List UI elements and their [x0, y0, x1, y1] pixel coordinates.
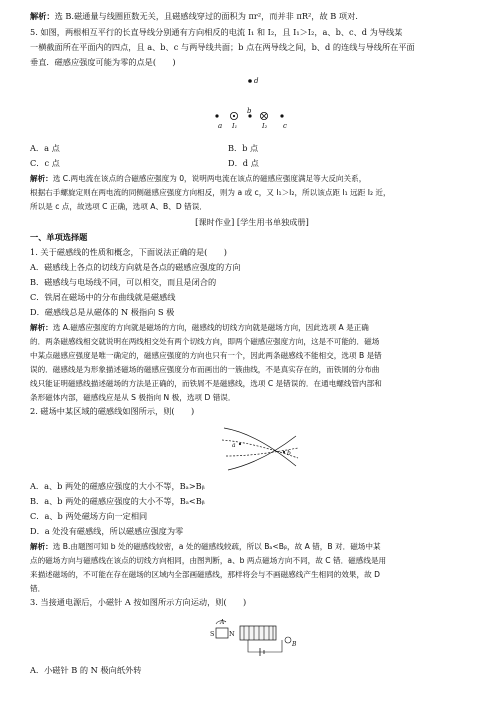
analysis-paragraph-4-line-3: 来描述磁场的，不可能在存在磁场的区域内全部画磁感线，那样将会与不画磁感线产生相同的效果，故 D — [30, 570, 380, 579]
analysis-paragraph-4-line-2: 点的磁场方向与磁感线在该点的切线方向相同，由图判断，a、b 两点磁场方向不同，故 C 错．磁感线是用 — [30, 556, 387, 565]
solenoid — [240, 626, 276, 640]
q5-option-d: D．d 点 — [228, 158, 259, 168]
circuit-wire — [248, 640, 282, 652]
q5-line-2: 一横截面所在平面内的四点，且 a、b、c 与两导线共面；b 点在两导线之间，b、d 的连线与导线所在平面 — [30, 42, 415, 52]
analysis-paragraph-3-line-5: 线只能证明磁感线描述磁场的方法是正确的，而铁屑不是磁感线，选项 C 是错误的．在通电螺线管内部和 — [30, 379, 382, 388]
analysis-paragraph-3-line-2: 的．两条磁感线相交就说明在两线相交处有两个切线方向，即两个磁感应强度方向，这是不可能的．磁场 — [30, 337, 380, 346]
analysis-label: 解析： — [30, 542, 53, 551]
point-c — [280, 114, 283, 117]
label-i1: I₁ — [232, 122, 238, 130]
q5-option-b: B．b 点 — [228, 143, 259, 153]
analysis-paragraph-2-line-2: 根据右手螺旋定则在两电流的同侧磁感应强度方向相反，则为 a 或 c，又 I₁＞I₂，所以该点距 I₁ 远距 I₂ 近， — [30, 188, 391, 197]
label-c: c — [283, 122, 287, 130]
section-heading: 一、单项选择题 — [30, 232, 88, 242]
label-i2: I₂ — [262, 122, 268, 130]
analysis-text: 选 B.磁通量与线圈匝数无关，且磁感线穿过的面积为 πr²，而并非 πR²，故 B 项对. — [54, 11, 358, 21]
analysis-text: 选 A.磁感应强度的方向就是磁场的方向，磁感线的切线方向就是磁场方向，因此选项 A 是正确 — [52, 323, 369, 332]
analysis-paragraph-4-line-4: 错． — [30, 584, 46, 593]
wire-i2-cross — [262, 114, 267, 119]
q3-stem: 3. 当接通电源后，小磁针 A 按如图所示方向运动，则( ) — [30, 597, 247, 607]
q2-option-b: B．a、b 两处的磁感应强度的大小不等，Bₐ<Bᵦ — [30, 496, 205, 506]
q1-option-b: B．磁感线与电场线不同，可以相交，而且是闭合的 — [30, 277, 217, 287]
q2-option-a: A．a、b 两处的磁感应强度的大小不等，Bₐ>Bᵦ — [30, 481, 205, 491]
point-b — [283, 451, 285, 453]
analysis-paragraph-3-line-4: 误的．磁感线是为形象描述磁场的磁感应强度分布而画出的一簇曲线，不是真实存在的，而铁屑的分布曲 — [30, 365, 380, 374]
label-b: B — [292, 641, 297, 648]
field-line — [228, 436, 296, 470]
label-d: d — [254, 77, 259, 85]
q5-line-1: 5. 如图，两根相互平行的长直导线分别通有方向相反的电流 I₁ 和 I₂，且 I₁＞I₂，a、b、c、d 为导线某 — [30, 27, 403, 37]
analysis-label: 解析： — [30, 323, 53, 332]
point-d — [248, 79, 252, 83]
q2-stem: 2. 磁场中某区域的磁感线如图所示，则( ) — [30, 406, 195, 416]
q1-stem: 1. 关于磁感线的性质和概念，下面说法正确的是( ) — [30, 247, 227, 257]
q1-option-c: C．铁屑在磁场中的分布曲线就是磁感线 — [30, 292, 176, 302]
label-b: b — [287, 450, 291, 457]
q5-option-a: A．a 点 — [30, 143, 60, 153]
analysis-paragraph-3-line-1 — [30, 321, 474, 334]
q1-option-d: D．磁感线总是从磁体的 N 极指向 S 极 — [30, 307, 175, 317]
label-a: a — [218, 122, 223, 130]
analysis-label: 解析： — [30, 11, 55, 21]
q5-option-c: C．c 点 — [30, 158, 60, 168]
label-b: b — [247, 107, 252, 115]
analysis-paragraph-3-line-6: 条形磁体内部，磁感线应是从 S 极指向 N 极，选项 D 错误． — [30, 393, 236, 402]
analysis-paragraph-3-line-3: 中某点磁感应强度是唯一确定的，磁感应强度的方向也只有一个，因此两条磁感线不能相交，选项 B 是错 — [30, 351, 382, 360]
q2-option-d: D．a 处没有磁感线，所以磁感应强度为零 — [30, 526, 184, 536]
analysis-label: 解析： — [30, 174, 53, 183]
label-n: N — [229, 630, 235, 638]
point-a — [215, 114, 218, 117]
q3-option-a: A．小磁针 B 的 N 极向纸外转 — [30, 665, 142, 675]
label-a: A — [220, 619, 225, 626]
q3-solenoid-figure — [208, 610, 304, 660]
analysis-paragraph-1 — [30, 10, 474, 23]
label-s: S — [210, 630, 215, 638]
q5-wire-figure — [200, 70, 300, 138]
wire-i1-dot — [233, 115, 235, 117]
analysis-text: 选 B.由题图可知 b 处的磁感线较密，a 处的磁感线较疏，所以 Bₐ<Bᵦ，故 A 错，B 对．磁场中某 — [52, 542, 381, 551]
q1-option-a: A．磁感线上各点的切线方向就是各点的磁感应强度的方向 — [30, 262, 241, 272]
magnet-b — [285, 637, 291, 643]
magnet-a — [216, 628, 228, 638]
analysis-paragraph-2-line-3: 所以是 c 点，故选项 C 正确，选项 A、B、D 错误． — [30, 202, 207, 211]
homework-header: [课时作业] [学生用书单独成册] — [195, 217, 309, 227]
analysis-paragraph-2-line-1 — [30, 172, 474, 185]
q2-field-lines-figure — [218, 422, 302, 478]
q2-option-c: C．a、b 两处磁场方向一定相同 — [30, 511, 148, 521]
point-a — [239, 443, 241, 445]
analysis-paragraph-4-line-1 — [30, 540, 474, 553]
label-a: a — [232, 442, 236, 449]
q5-line-3: 垂直．磁感应强度可能为零的点是( ) — [30, 57, 176, 67]
analysis-text: 选 C.两电流在该点的合磁感应强度为 0，说明两电流在该点的磁感应强度满足等大反向关系， — [52, 174, 367, 183]
